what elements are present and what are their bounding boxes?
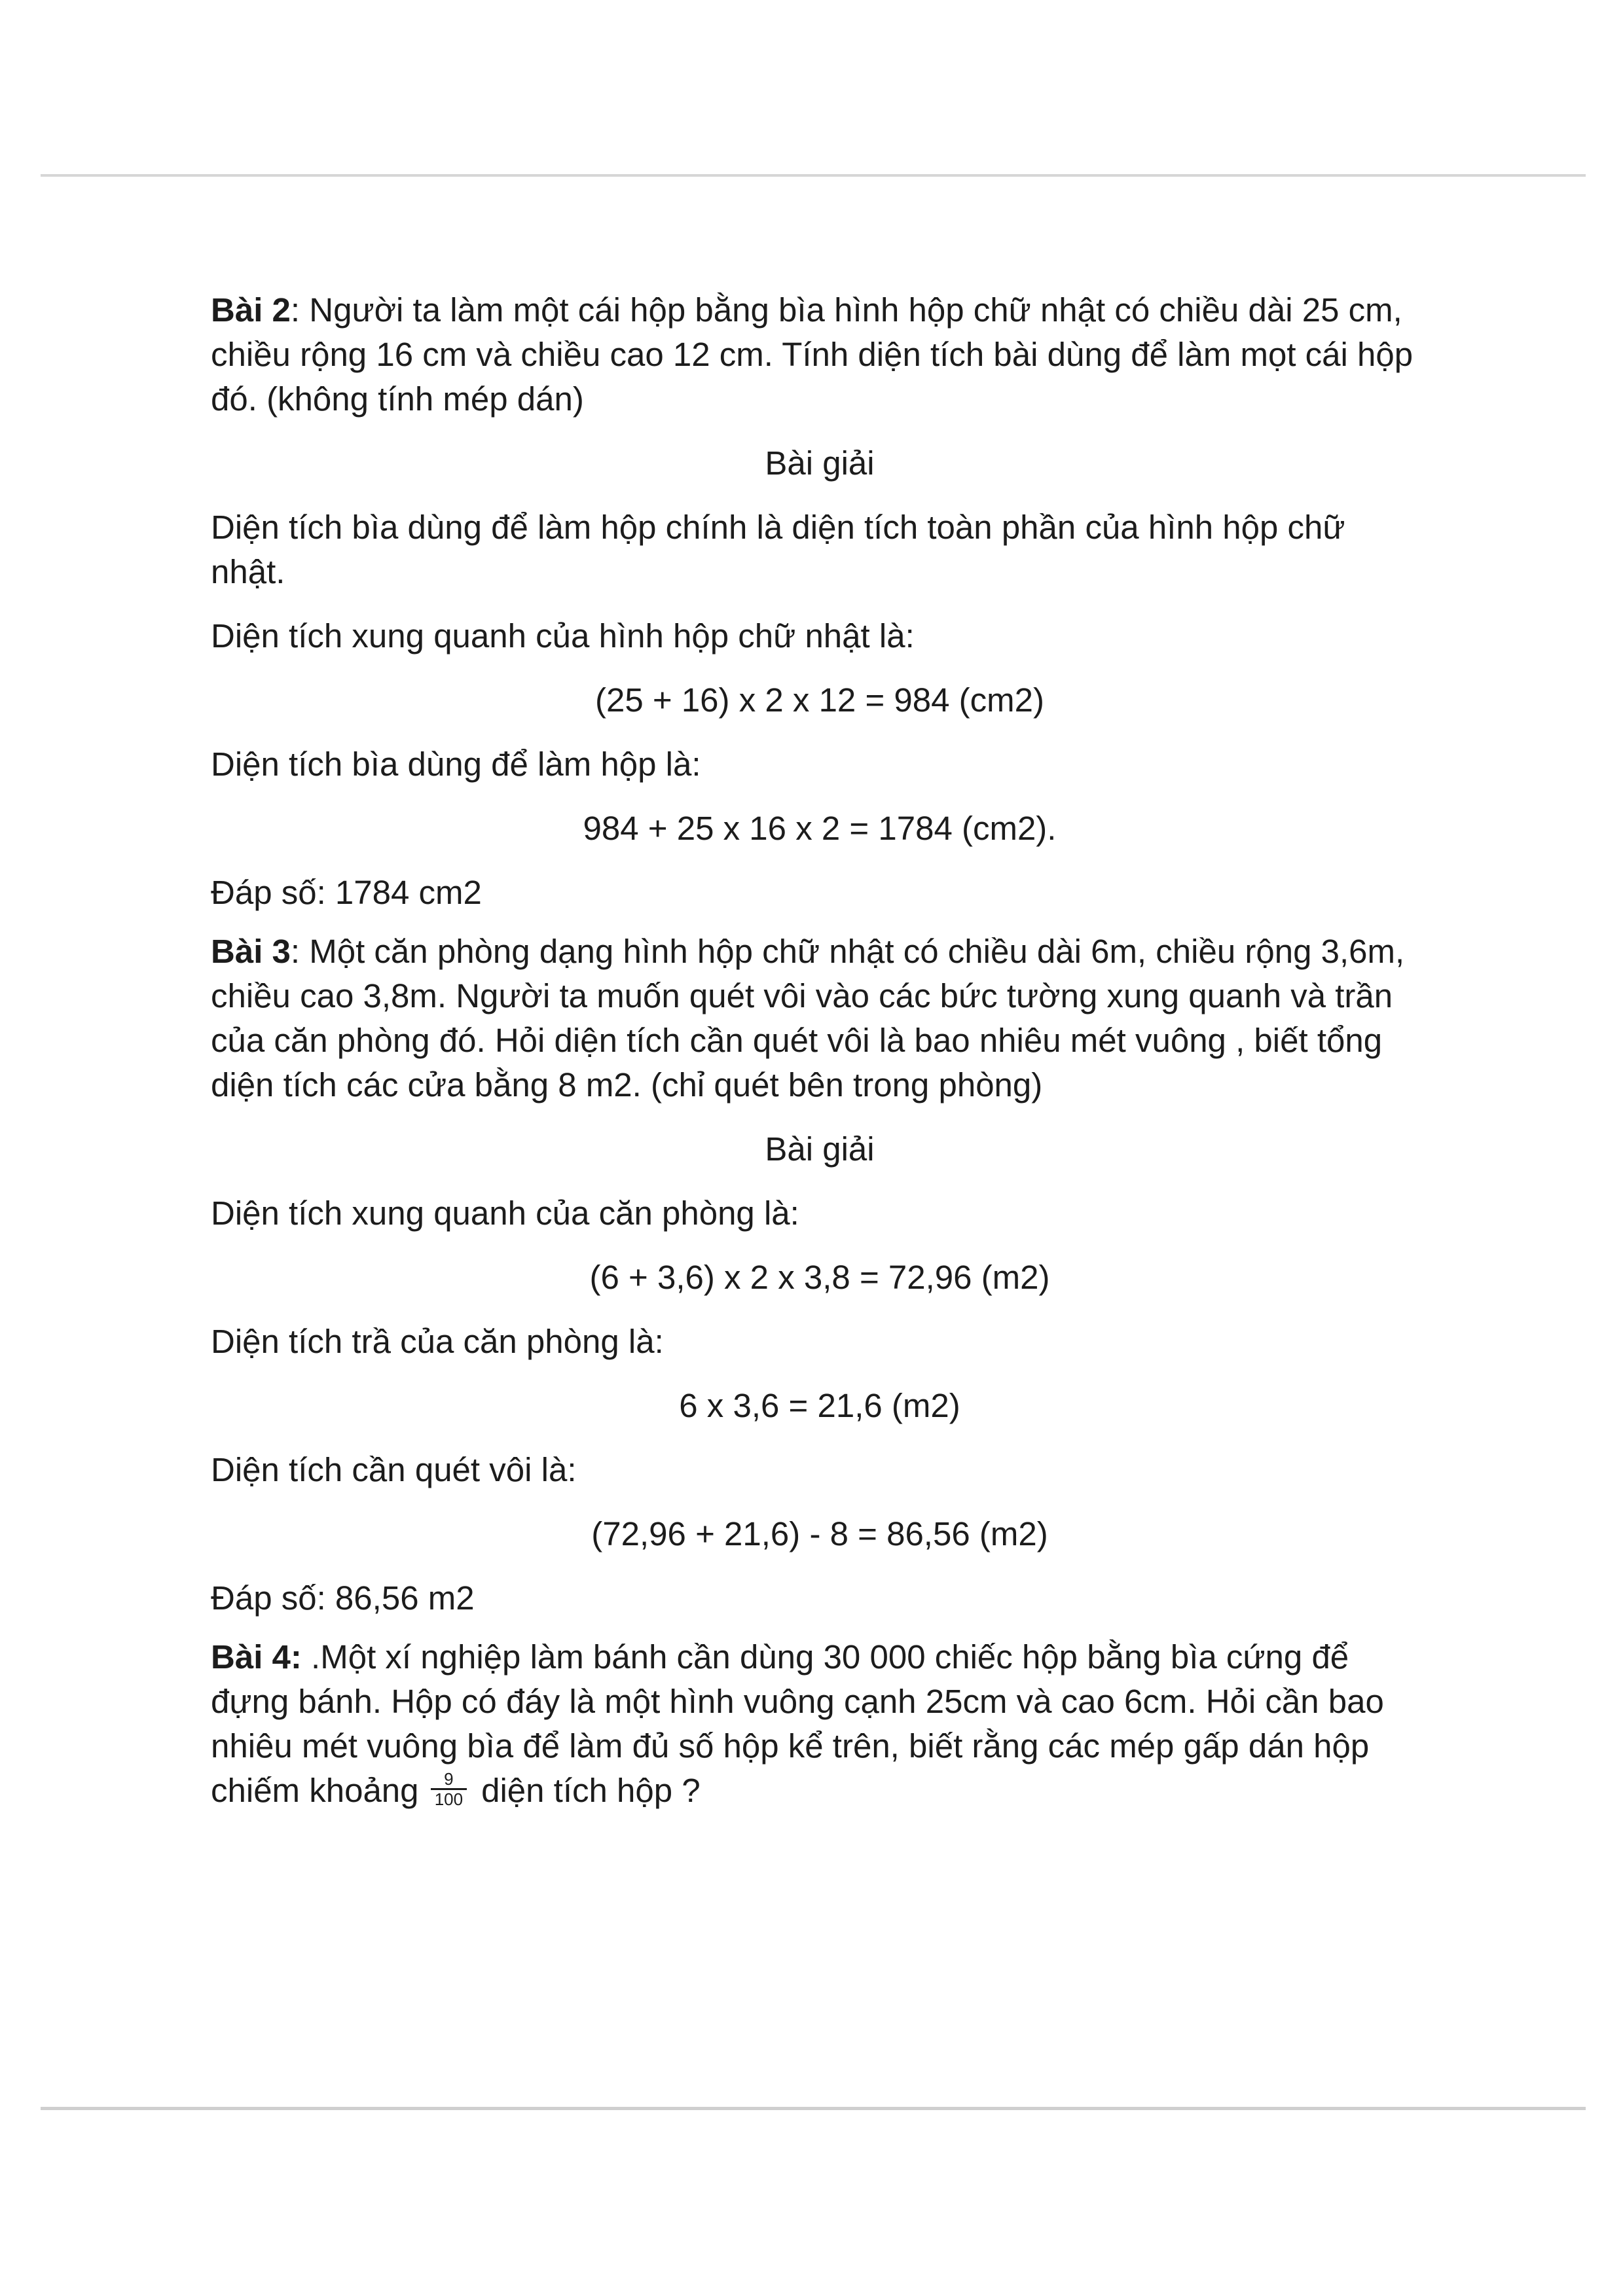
bai2-line1: Diện tích bìa dùng để làm hộp chính là diện tích toàn phần của hình hộp chữ nhật.: [211, 509, 1345, 590]
bai4-text: .Một xí nghiệp làm bánh cần dùng 30 000 chiếc hộp bằng bìa cứng để đựng bánh. Hộp có đáy là một hình vuông cạnh 25cm và cao 6cm. Hỏi cần bao nhiêu mét vuông bìa để làm đủ số hộp kể trên, biết rằng các mép gấp dán hộp chiếm khoảng: [211, 1638, 1384, 1809]
bai3-line1: Diện tích xung quanh của căn phòng là:: [211, 1194, 799, 1232]
bai2-text: : Người ta làm một cái hộp bằng bìa hình hộp chữ nhật có chiều dài 25 cm, chiều rộng 16 cm và chiều cao 12 cm. Tính diện tích bài dùng để làm mọt cái hộp đó. (không tính mép dán): [211, 291, 1413, 418]
bai2-calc2: 984 + 25 x 16 x 2 = 1784 (cm2).: [583, 810, 1057, 847]
bai2-answer: Đáp số: 1784 cm2: [211, 874, 482, 911]
bai2-problem: [211, 288, 1429, 422]
bottom-divider: [41, 2107, 1586, 2110]
bai3-problem: [211, 929, 1429, 1107]
bai4-problem: [211, 1635, 1429, 1813]
bai2-line3: Diện tích bìa dùng để làm hộp là:: [211, 745, 701, 783]
bai2-line2: Diện tích xung quanh của hình hộp chữ nhật là:: [211, 617, 915, 655]
bai2-calc1: (25 + 16) x 2 x 12 = 984 (cm2): [594, 681, 1044, 719]
bai2-solution-title: Bài giải: [765, 444, 875, 482]
bai3-answer: Đáp số: 86,56 m2: [211, 1579, 475, 1617]
bai3-calc1: (6 + 3,6) x 2 x 3,8 = 72,96 (m2): [589, 1259, 1050, 1296]
bai2-label: Bài 2: [211, 291, 291, 329]
bai3-line3: Diện tích cần quét vôi là:: [211, 1451, 577, 1488]
bai4-text-end: diện tích hộp ?: [481, 1772, 701, 1809]
document-body: [211, 288, 1429, 1833]
bai4-fraction-numerator: 9: [444, 1769, 454, 1789]
bai3-line2: Diện tích trầ của căn phòng là:: [211, 1323, 664, 1360]
bai4-fraction-denominator: 100: [431, 1788, 467, 1808]
bai4-label: Bài 4:: [211, 1638, 302, 1676]
top-divider: [41, 174, 1586, 177]
bai3-calc3: (72,96 + 21,6) - 8 = 86,56 (m2): [591, 1515, 1048, 1552]
bai3-label: Bài 3: [211, 933, 291, 970]
bai3-text: : Một căn phòng dạng hình hộp chữ nhật có chiều dài 6m, chiều rộng 3,6m, chiều cao 3,8m. Người ta muốn quét vôi vào các bức tường xung quanh và trần của căn phòng đó. Hỏi diện tích cần quét vôi là bao nhiêu mét vuông , biết tổng diện tích các cửa bằng 8 m2. (chỉ quét bên trong phòng): [211, 933, 1405, 1103]
bai3-solution-title: Bài giải: [765, 1130, 875, 1168]
bai3-calc2: 6 x 3,6 = 21,6 (m2): [679, 1387, 960, 1424]
bai4-fraction: [431, 1770, 467, 1808]
